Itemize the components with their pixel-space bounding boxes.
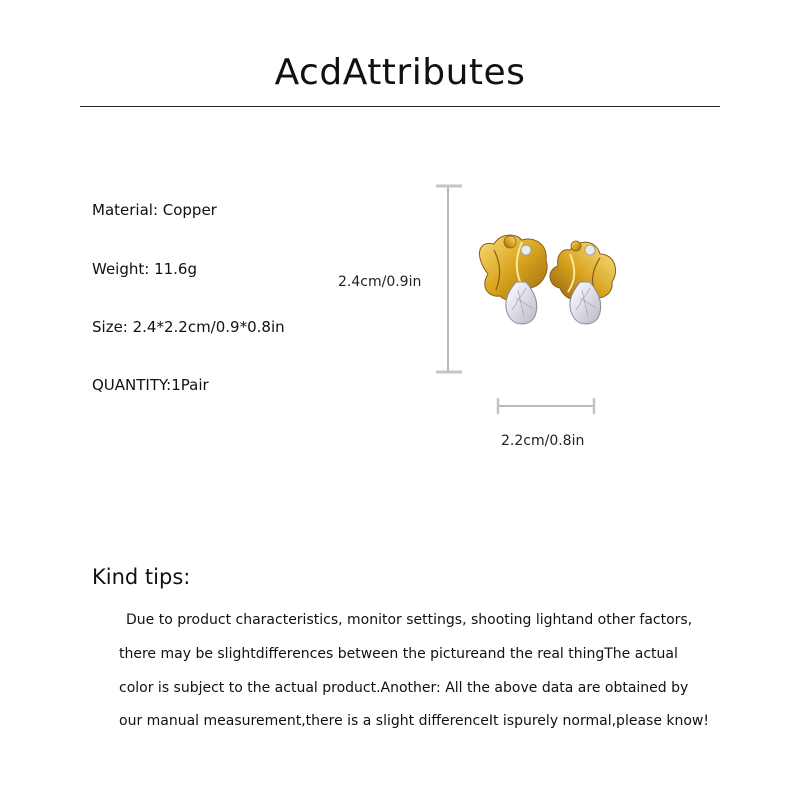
- kind-tips-line: color is subject to the actual product.Another: All the above data are obtained by: [119, 680, 689, 696]
- title-divider: [80, 106, 720, 107]
- spec-quantity: QUANTITY:1Pair: [92, 376, 209, 394]
- height-measure-line: [436, 186, 462, 372]
- kind-tips-line: Due to product characteristics, monitor settings, shooting lightand other factors,: [126, 612, 693, 628]
- page-title: AcdAttributes: [274, 52, 526, 93]
- kind-tips-line: there may be slightdifferences between the pictureand the real thingThe actual: [119, 646, 678, 662]
- spec-size: Size: 2.4*2.2cm/0.9*0.8in: [92, 318, 285, 336]
- kind-tips-line: our manual measurement,there is a slight differenceIt ispurely normal,please know!: [119, 713, 709, 729]
- left-earring: [479, 235, 547, 324]
- width-measure-line: [498, 398, 594, 414]
- width-dimension-label: 2.2cm/0.8in: [501, 433, 585, 449]
- spec-material: Material: Copper: [92, 201, 217, 219]
- spec-weight: Weight: 11.6g: [92, 260, 197, 278]
- height-dimension-label: 2.4cm/0.9in: [338, 274, 422, 290]
- kind-tips-heading: Kind tips:: [92, 565, 191, 589]
- right-earring: [550, 241, 616, 324]
- earring-product-image: [430, 178, 620, 418]
